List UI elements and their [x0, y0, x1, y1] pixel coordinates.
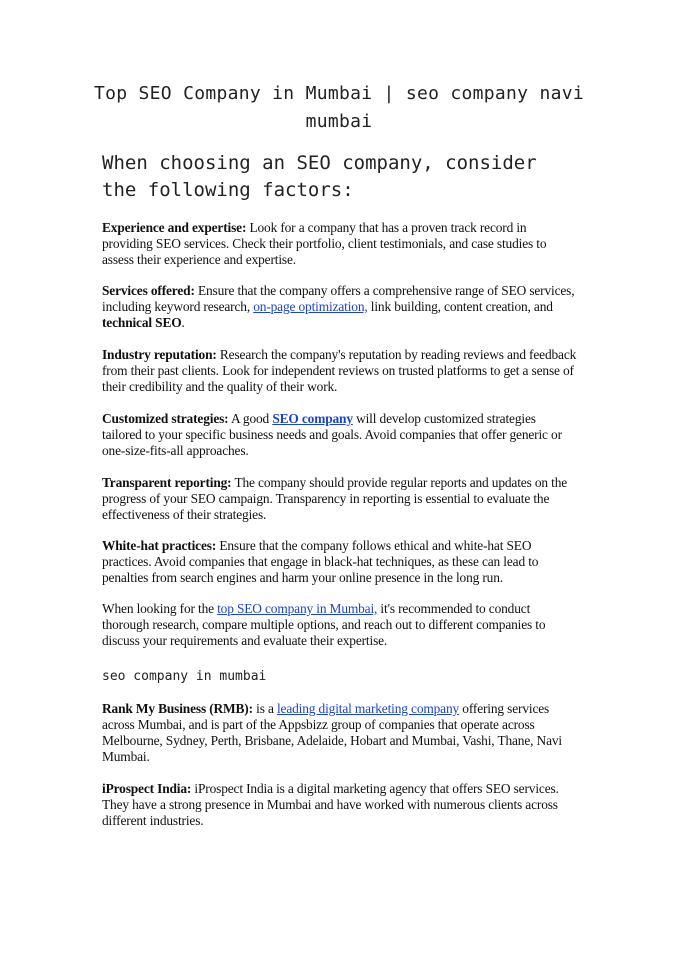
- label-whitehat: White-hat practices:: [102, 538, 217, 553]
- text-services-1: Ensure that the company offers a comprehensive range of SEO services, including keyword research,: [102, 283, 575, 314]
- page-title: Top SEO Company in Mumbai | seo company navi mumbai: [93, 83, 585, 132]
- paragraph-iprospect: [102, 781, 577, 829]
- text-rmb-2: offering services across Mumbai, and is part of the Appsbizz group of companies that operate across Melbourne, Sydney, Perth, Brisbane, Adelaide, Hobart and Mumbai, Vashi, Thane, Navi Mumbai.: [102, 701, 562, 764]
- link-seo-company[interactable]: SEO company: [272, 411, 353, 426]
- section-heading: When choosing an SEO company, consider the following factors:: [102, 152, 537, 201]
- text-experience: Look for a company that has a proven track record in providing SEO services. Check their portfolio, client testimonials, and case studies to assess their experience and expertise.: [102, 220, 547, 267]
- label-industry: Industry reputation:: [102, 347, 217, 362]
- text-rmb-1: is a: [252, 701, 277, 716]
- text-services-2: link building, content creation, and: [367, 299, 553, 314]
- label-rmb: Rank My Business (RMB):: [102, 701, 253, 716]
- bold-technical-seo: technical SEO: [102, 315, 182, 330]
- label-customized: Customized strategies:: [102, 411, 229, 426]
- paragraph-experience: [102, 220, 577, 268]
- text-customized-1: A good: [228, 411, 273, 426]
- link-on-page-optimization[interactable]: on-page optimization,: [253, 299, 368, 314]
- text-customized-2: will develop customized strategies tailored to your specific business needs and goals. Avoid companies that offer generic or one-size-fits-all approaches.: [102, 411, 562, 458]
- paragraph-rmb: [102, 701, 577, 765]
- link-top-seo-company-mumbai[interactable]: top SEO company in Mumbai,: [217, 601, 378, 616]
- text-looking-2: it's recommended to conduct thorough research, compare multiple options, and reach out to different companies to discuss your requirements and evaluate their expertise.: [102, 601, 546, 648]
- paragraph-looking: [102, 601, 577, 649]
- text-iprospect: iProspect India is a digital marketing agency that offers SEO services. They have a strong presence in Mumbai and have worked with numerous clients across different industries.: [102, 781, 559, 828]
- paragraph-whitehat: [102, 538, 577, 586]
- paragraph-services: [102, 283, 577, 331]
- text-looking-1: When looking for the: [102, 601, 218, 616]
- paragraph-transparent: [102, 475, 577, 523]
- text-services-3: .: [181, 315, 185, 330]
- label-iprospect: iProspect India:: [102, 781, 192, 796]
- paragraph-industry: [102, 347, 577, 395]
- paragraph-customized: [102, 411, 577, 459]
- label-transparent: Transparent reporting:: [102, 475, 232, 490]
- label-services: Services offered:: [102, 283, 195, 298]
- text-transparent: The company should provide regular reports and updates on the progress of your SEO campaign. Transparency in reporting is essential to evaluate the effectiveness of their strategies.: [102, 475, 568, 522]
- label-experience: Experience and expertise:: [102, 220, 247, 235]
- text-whitehat: Ensure that the company follows ethical and white-hat SEO practices. Avoid companies that engage in black-hat techniques, as these can lead to penalties from search engines and harm your online presence in the long run.: [102, 538, 539, 585]
- link-leading-digital-marketing[interactable]: leading digital marketing company: [276, 701, 460, 716]
- subheading: seo company in mumbai: [102, 669, 267, 684]
- text-industry: Research the company's reputation by reading reviews and feedback from their past clients. Look for independent reviews on trusted platforms to get a sense of their credibility and the quality of their work.: [102, 347, 577, 394]
